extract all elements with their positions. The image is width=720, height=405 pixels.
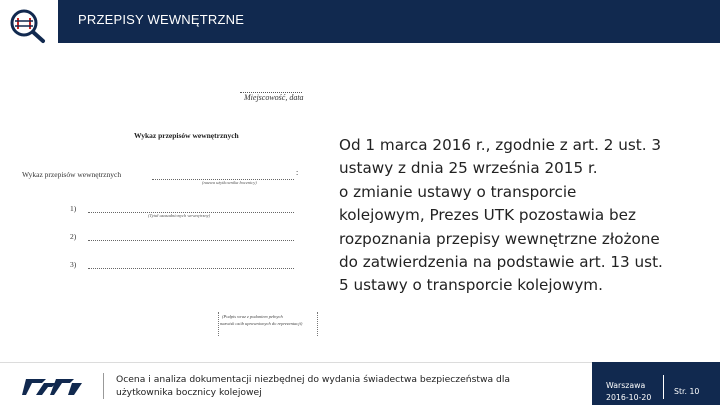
document-title: Wykaz przepisów wewnętrznych xyxy=(134,131,239,140)
dotted-line xyxy=(88,268,294,269)
header-logo xyxy=(0,0,58,43)
paragraph-line: do zatwierdzenia na podstawie art. 13 ust. xyxy=(339,253,663,272)
footer-logo xyxy=(22,375,90,403)
footer-text-line: Ocena i analiza dokumentacji niezbędnej do wydania świadectwa bezpieczeństwa dla xyxy=(116,374,511,385)
signature-note: nazwisk osób uprawnionych do reprezentacji) xyxy=(220,321,303,326)
scanned-document xyxy=(22,82,332,342)
page-title: PRZEPISY WEWNĘTRZNE xyxy=(78,12,245,27)
document-item-note: (Tytuł uzasadnionych wewnętrzny) xyxy=(148,213,211,218)
footer-text xyxy=(116,373,556,399)
paragraph-line: kolejowym, Prezes UTK pozostawia bez xyxy=(339,206,636,225)
document-list-label: Wykaz przepisów wewnętrznych xyxy=(22,170,122,179)
document-item-number: 2) xyxy=(70,232,77,241)
document-colon: : xyxy=(296,168,299,177)
footer-divider xyxy=(0,362,592,363)
footer-right-separator xyxy=(663,375,664,399)
document-item-number: 1) xyxy=(70,204,77,213)
paragraph-line: o zmianie ustawy o transporcie xyxy=(339,182,577,201)
document-list-label-note: (nazwa użytkownika bocznicy) xyxy=(202,180,257,185)
divider xyxy=(240,92,302,93)
signature-note: (Podpis wraz z podaniem pełnych xyxy=(222,314,283,319)
paragraph-line: Od 1 marca 2016 r., zgodnie z art. 2 ust. 3 xyxy=(339,136,662,154)
magnifier-with-rails-icon xyxy=(9,8,51,44)
main-paragraph xyxy=(339,134,699,298)
footer-text-line: użytkownika bocznicy kolejowej xyxy=(116,387,262,398)
paragraph-line: rozpoznania przepisy wewnętrzne złożone xyxy=(339,229,660,248)
footer-date: 2016-10-20 xyxy=(606,393,652,402)
paragraph-line: ustawy z dnia 25 września 2015 r. xyxy=(339,159,598,178)
footer-city: Warszawa xyxy=(606,381,646,390)
document-place-date: Miejscowość, data xyxy=(244,93,304,102)
utk-logo-icon xyxy=(22,375,90,399)
paragraph-line: 5 ustawy o transporcie kolejowym. xyxy=(339,276,603,295)
dotted-line xyxy=(88,240,294,241)
footer-separator xyxy=(103,373,104,399)
document-item-number: 3) xyxy=(70,260,77,269)
page-number: Str. 10 xyxy=(674,387,700,396)
